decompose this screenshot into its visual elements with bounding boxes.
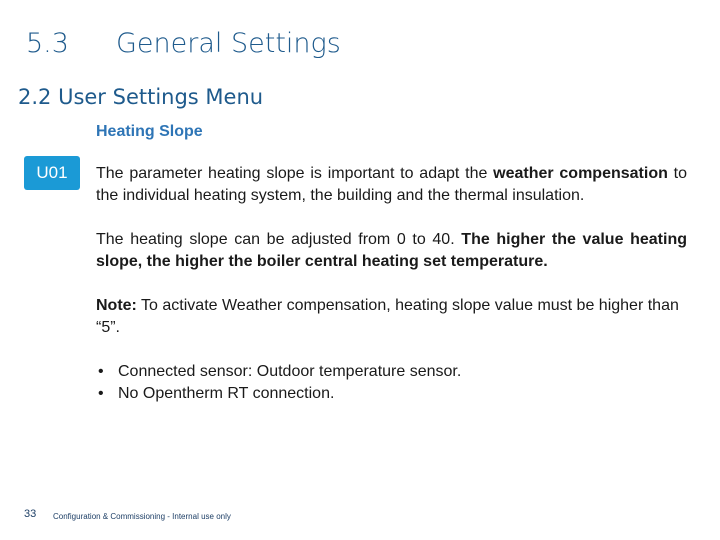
parameter-title: Heating Slope [96, 123, 203, 140]
section-number: 5.3 [26, 28, 69, 59]
description-paragraph [96, 163, 687, 207]
bullet-icon: • [98, 385, 104, 402]
note-label: Note: [96, 297, 137, 314]
page-subtitle: 2.2 User Settings Menu [18, 85, 264, 109]
list-item-text: No Opentherm RT connection. [118, 385, 335, 402]
footer-text: Configuration & Commissioning - Internal use only [53, 512, 231, 521]
parameter-code-badge: U01 [24, 156, 80, 190]
bullet-icon: • [98, 363, 104, 380]
list-item-text: Connected sensor: Outdoor temperature sensor. [118, 363, 462, 380]
range-bold-text: The higher the value heating slope, the higher the boiler central heating set temperature. [96, 231, 687, 270]
section-title: General Settings [116, 28, 341, 59]
description-text: The parameter heating slope is important to adapt the [96, 165, 494, 182]
parameter-description [96, 163, 687, 405]
note-text: To activate Weather compensation, heating slope value must be higher than “5”. [96, 297, 679, 336]
range-text: The heating slope can be adjusted from 0 to 40. [96, 231, 462, 248]
description-text: to the individual heating system, the building and the thermal insulation. [96, 165, 688, 204]
list-item [96, 383, 687, 405]
range-paragraph [96, 229, 687, 273]
page-number: 33 [24, 508, 37, 520]
note-paragraph [96, 295, 687, 339]
description-bold-text: weather compensation [493, 165, 668, 182]
list-item [96, 361, 687, 383]
requirements-list [96, 361, 687, 405]
